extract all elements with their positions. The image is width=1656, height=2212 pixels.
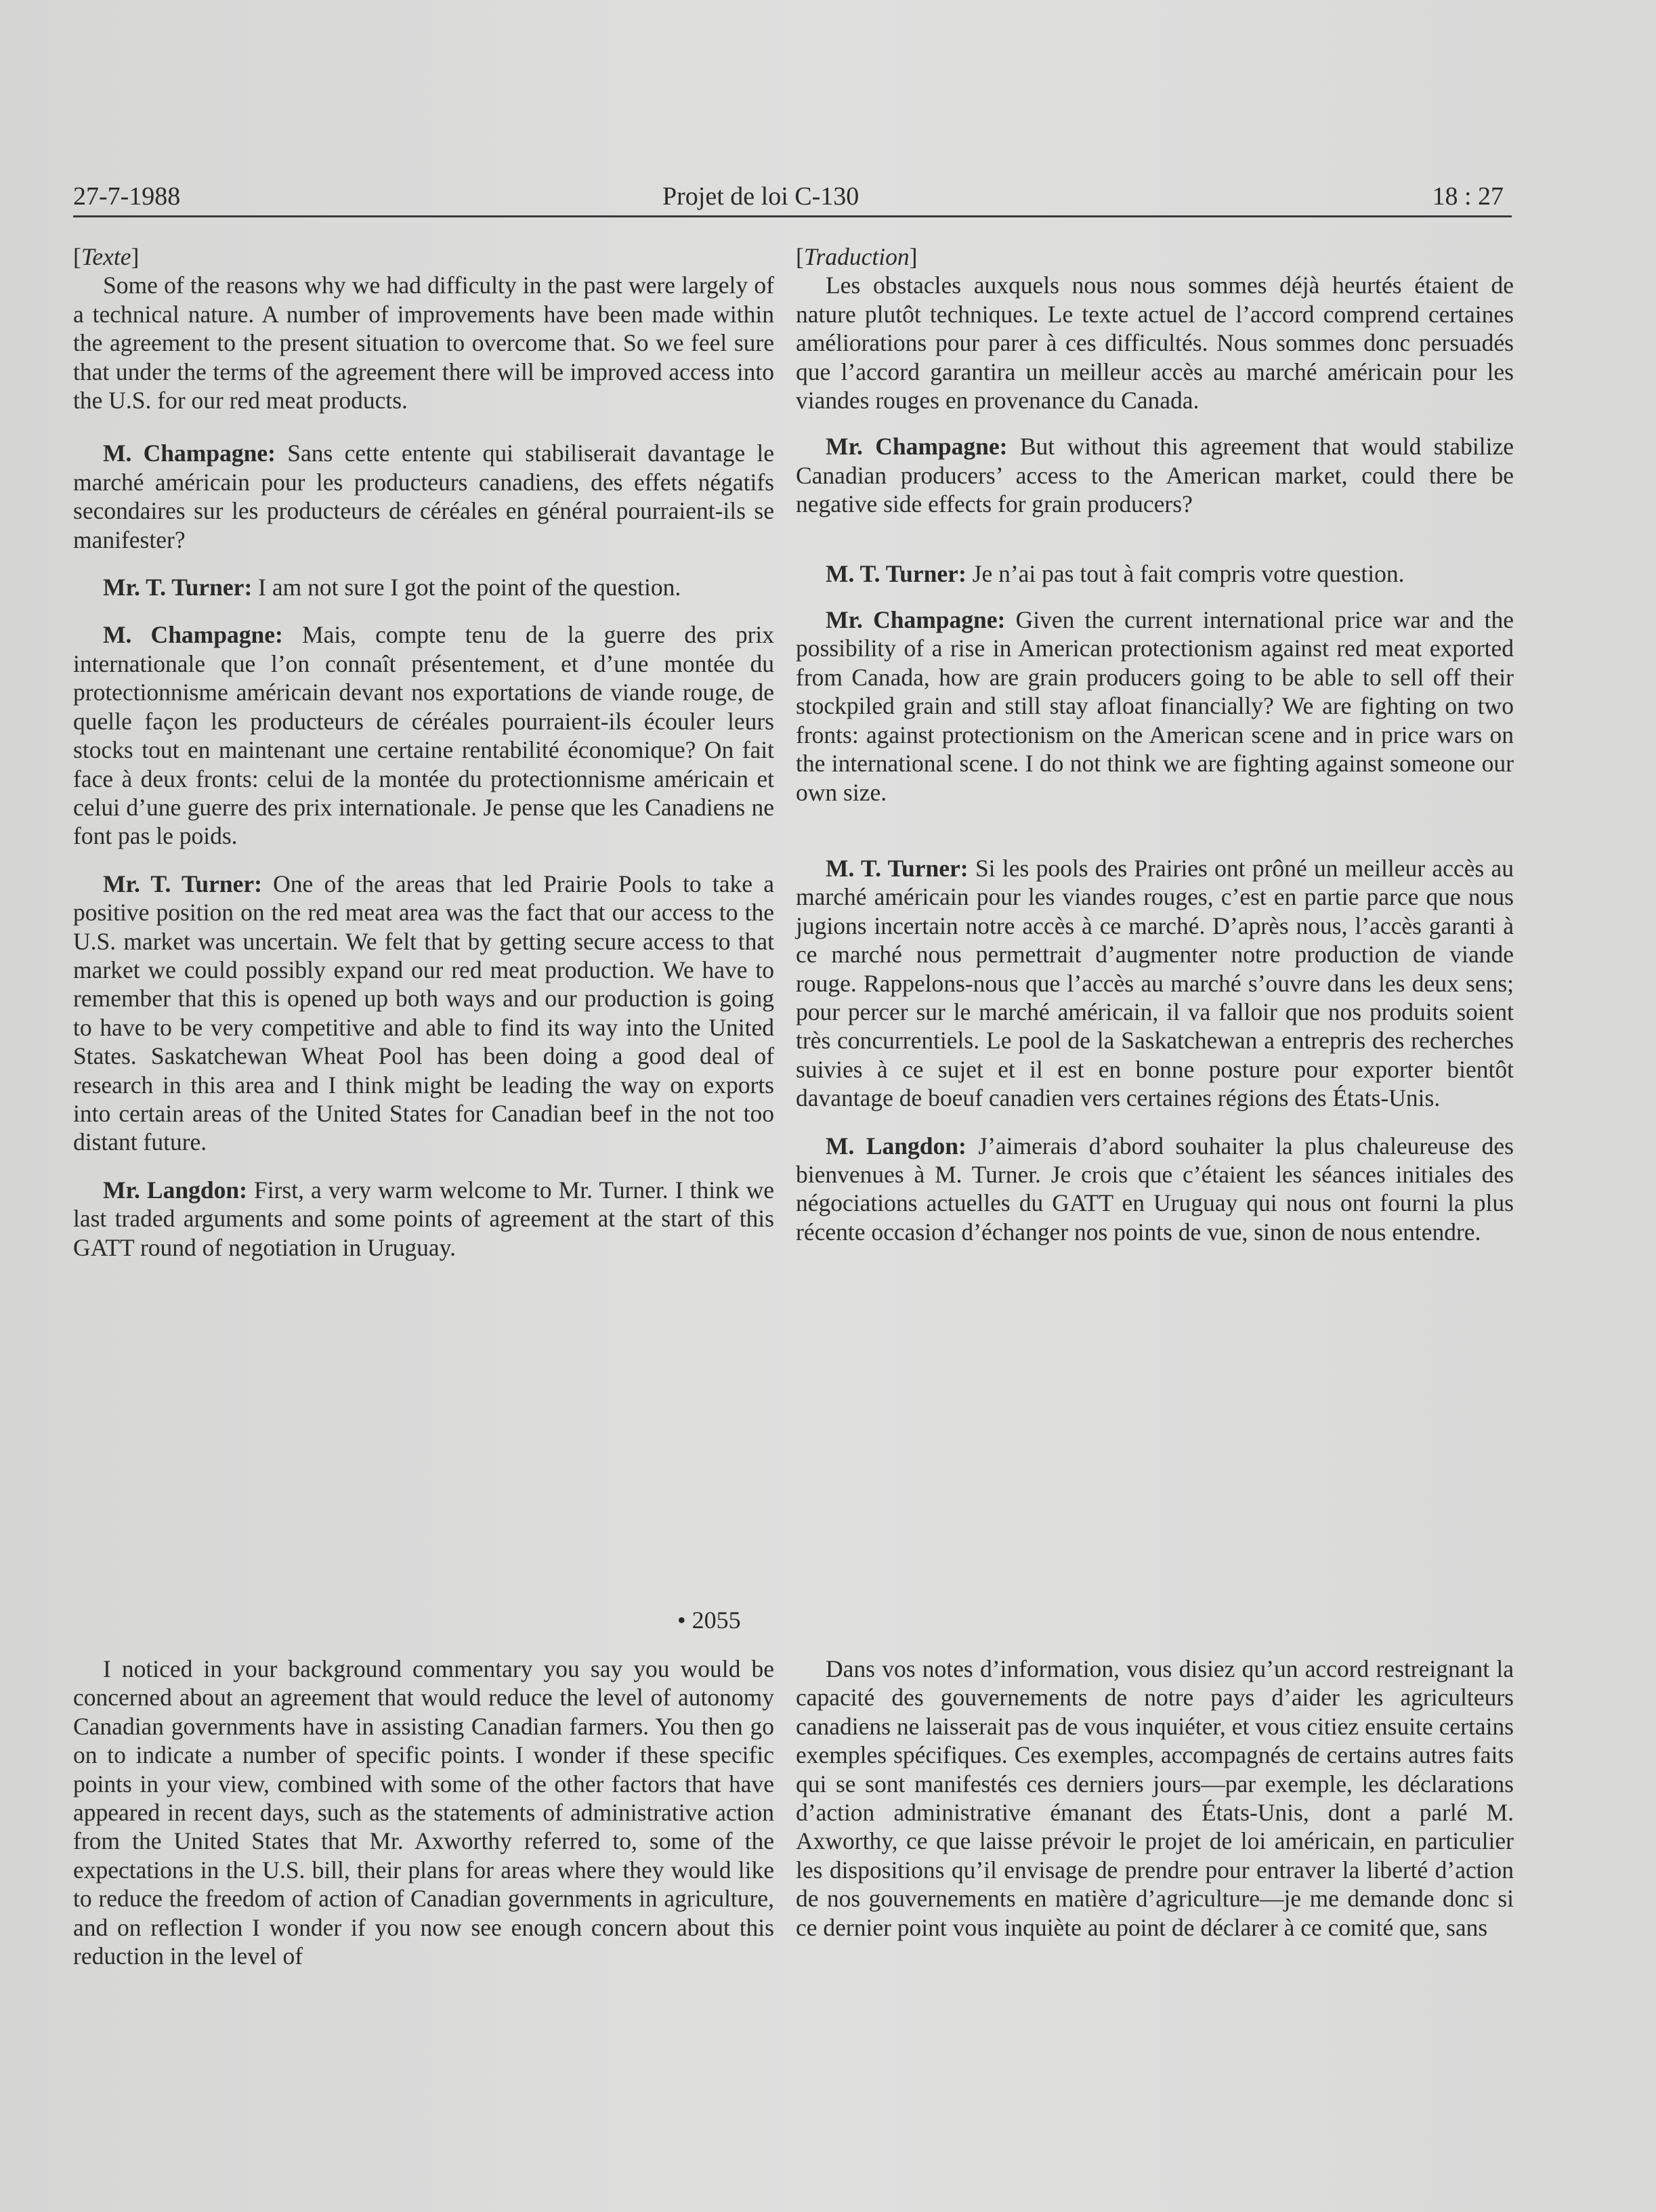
left-para-1: Some of the reasons why we had difficulty in the past were largely of a technical nature. A number of improvements have been made within the agreement to the present situation to overcome that. So we feel sure that under the terms of the agreement there will be improved access into the U.S. for our red meat products. <box>73 272 774 414</box>
header-date: 27-7-1988 <box>73 182 181 211</box>
speaker-name: Mr. Champagne: <box>826 433 1008 461</box>
right-para-1: Les obstacles auxquels nous nous sommes déjà heurtés étaient de nature plutôt techniques. Le texte actuel de l’accord comprend certaines améliorations pour parer à ces difficultés. Nous sommes donc persuadés que l’accord garantira un meilleur accès au marché américain pour les viandes rouges en provenance du Canada. <box>796 272 1514 414</box>
right-para-4: Mr. Champagne: Given the current international price war and the possibility of a rise in American protectionism against red meat exported from Canada, how are grain producers going to be able to sell off their stockpiled grain and still stay afloat financially? We are fighting on two fronts: against protectionism on the American scene and in price wars on the international scene. I do not think we are fighting against someone our own size. <box>796 606 1514 806</box>
time-marker: • 2055 <box>677 1607 741 1634</box>
left-para-3: Mr. T. Turner: I am not sure I got the point of the question. <box>103 574 681 601</box>
page-header <box>73 184 1512 217</box>
column-label-traduction: [Traduction] <box>796 243 918 270</box>
right-para-7: Dans vos notes d’information, vous disiez qu’un accord restreignant la capacité des gouvernements de notre pays d’aider les agriculteurs canadiens ne laisserait pas de vous inquiéter, et vous citiez ensuite certains exemples spécifiques. Ces exemples, accompagnés de certains autres faits qui se sont manifestés ces derniers jours—par exemple, les déclarations d’action administrative émanant des États-Unis, dont a parlé M. Axworthy, ce que laisse prévoir le projet de loi américain, en particulier les dispositions qu’il envisage de prendre pour entraver la liberté d’action de nos gouvernements en matière d’agriculture—je me demande donc si ce dernier point vous inquiète au point de déclarer à ce comité que, sans <box>796 1655 1514 1941</box>
right-para-2: Mr. Champagne: But without this agreement that would stabilize Canadian producers’ access to the American market, could there be negative side effects for grain producers? <box>796 433 1514 518</box>
left-para-2: M. Champagne: Sans cette entente qui stabiliserait davantage le marché américain pour les producteurs canadiens, des effets négatifs secondaires sur les producteurs de céréales en général pourraient-ils se manifester? <box>73 440 774 553</box>
header-title: Projet de loi C-130 <box>662 182 859 211</box>
speaker-name: Mr. T. Turner: <box>103 870 262 897</box>
speaker-name: M. Champagne: <box>103 621 283 649</box>
column-label-texte: [Texte] <box>73 243 140 270</box>
left-column <box>73 242 774 1262</box>
header-page-ref: 18 : 27 <box>1432 182 1504 211</box>
speaker-name: M. T. Turner: <box>826 854 969 882</box>
speaker-name: Mr. T. Turner: <box>103 574 253 601</box>
left-column-lower <box>73 1655 774 1970</box>
left-para-6: Mr. Langdon: First, a very warm welcome to Mr. Turner. I think we last traded arguments and some points of agreement at the start of this GATT round of negotiation in Uruguay. <box>73 1176 775 1261</box>
speaker-name: M. Champagne: <box>103 440 276 467</box>
left-para-5: Mr. T. Turner: One of the areas that led Prairie Pools to take a positive position on the red meat area was the fact that our access to the U.S. market was uncertain. We felt that by getting secure access to that market we could possibly expand our red meat production. We have to remember that this is opened up both ways and our production is going to have to be very competitive and able to find its way into the United States. Saskatchewan Wheat Pool has been doing a good deal of research in this area and I think might be leading the way on exports into certain areas of the United States for Canadian beef in the not too distant future. <box>73 870 774 1156</box>
right-column-lower <box>796 1655 1514 1942</box>
speaker-name: M. T. Turner: <box>826 559 967 587</box>
right-column <box>796 242 1514 1246</box>
left-para-7: I noticed in your background commentary you say you would be concerned about an agreement that would reduce the level of autonomy Canadian governments have in assisting Canadian farmers. You then go on to indicate a number of specific points. I wonder if these specific points in your view, combined with some of the other factors that have appeared in recent days, such as the statements of administrative action from the United States that Mr. Axworthy referred to, some of the expectations in the U.S. bill, their plans for areas where they would like to reduce the freedom of action of Canadian governments in agriculture, and on reflection I wonder if you now see enough concern about this reduction in the level of <box>73 1655 774 1970</box>
speaker-name: M. Langdon: <box>826 1132 967 1160</box>
right-para-6: M. Langdon: J’aimerais d’abord souhaiter la plus chaleureuse des bienvenues à M. Turner. Je crois que c’étaient les séances initiales des négociations actuelles du GATT en Uruguay qui nous ont fourni la plus récente occasion d’échanger nos points de vue, sinon de nous entendre. <box>796 1132 1514 1246</box>
speaker-name: Mr. Champagne: <box>826 606 1006 634</box>
right-para-5: M. T. Turner: Si les pools des Prairies ont prôné un meilleur accès au marché américain pour les viandes rouges, c’est en partie parce que nous jugions incertain notre accès à ce marché. D’après nous, l’accès garanti à ce marché nous permettrait d’augmenter notre production de viande rouge. Rappelons-nous que l’accès au marché s’ouvre dans les deux sens; pour percer sur le marché américain, il va falloir que nos produits soient très concurrentiels. Le pool de la Saskatchewan a entrepris des recherches suivies à ce sujet et il est en bonne posture pour exporter bientôt davantage de boeuf canadien vers certaines régions des États-Unis. <box>796 854 1514 1112</box>
speaker-name: Mr. Langdon: <box>103 1176 247 1204</box>
left-para-4: M. Champagne: Mais, compte tenu de la guerre des prix internationale que l’on connaît présentement, et d’une montée du protectionnisme américain devant nos exportations de viande rouge, de quelle façon les producteurs de céréales pourraient-ils écouler leurs stocks tout en maintenant une certaine rentabilité économique? On fait face à deux fronts: celui de la montée du protectionnisme américain et celui d’une guerre des prix internationale. Je pense que les Canadiens ne font pas le poids. <box>73 621 775 850</box>
right-para-3: M. T. Turner: Je n’ai pas tout à fait compris votre question. <box>826 559 1405 587</box>
